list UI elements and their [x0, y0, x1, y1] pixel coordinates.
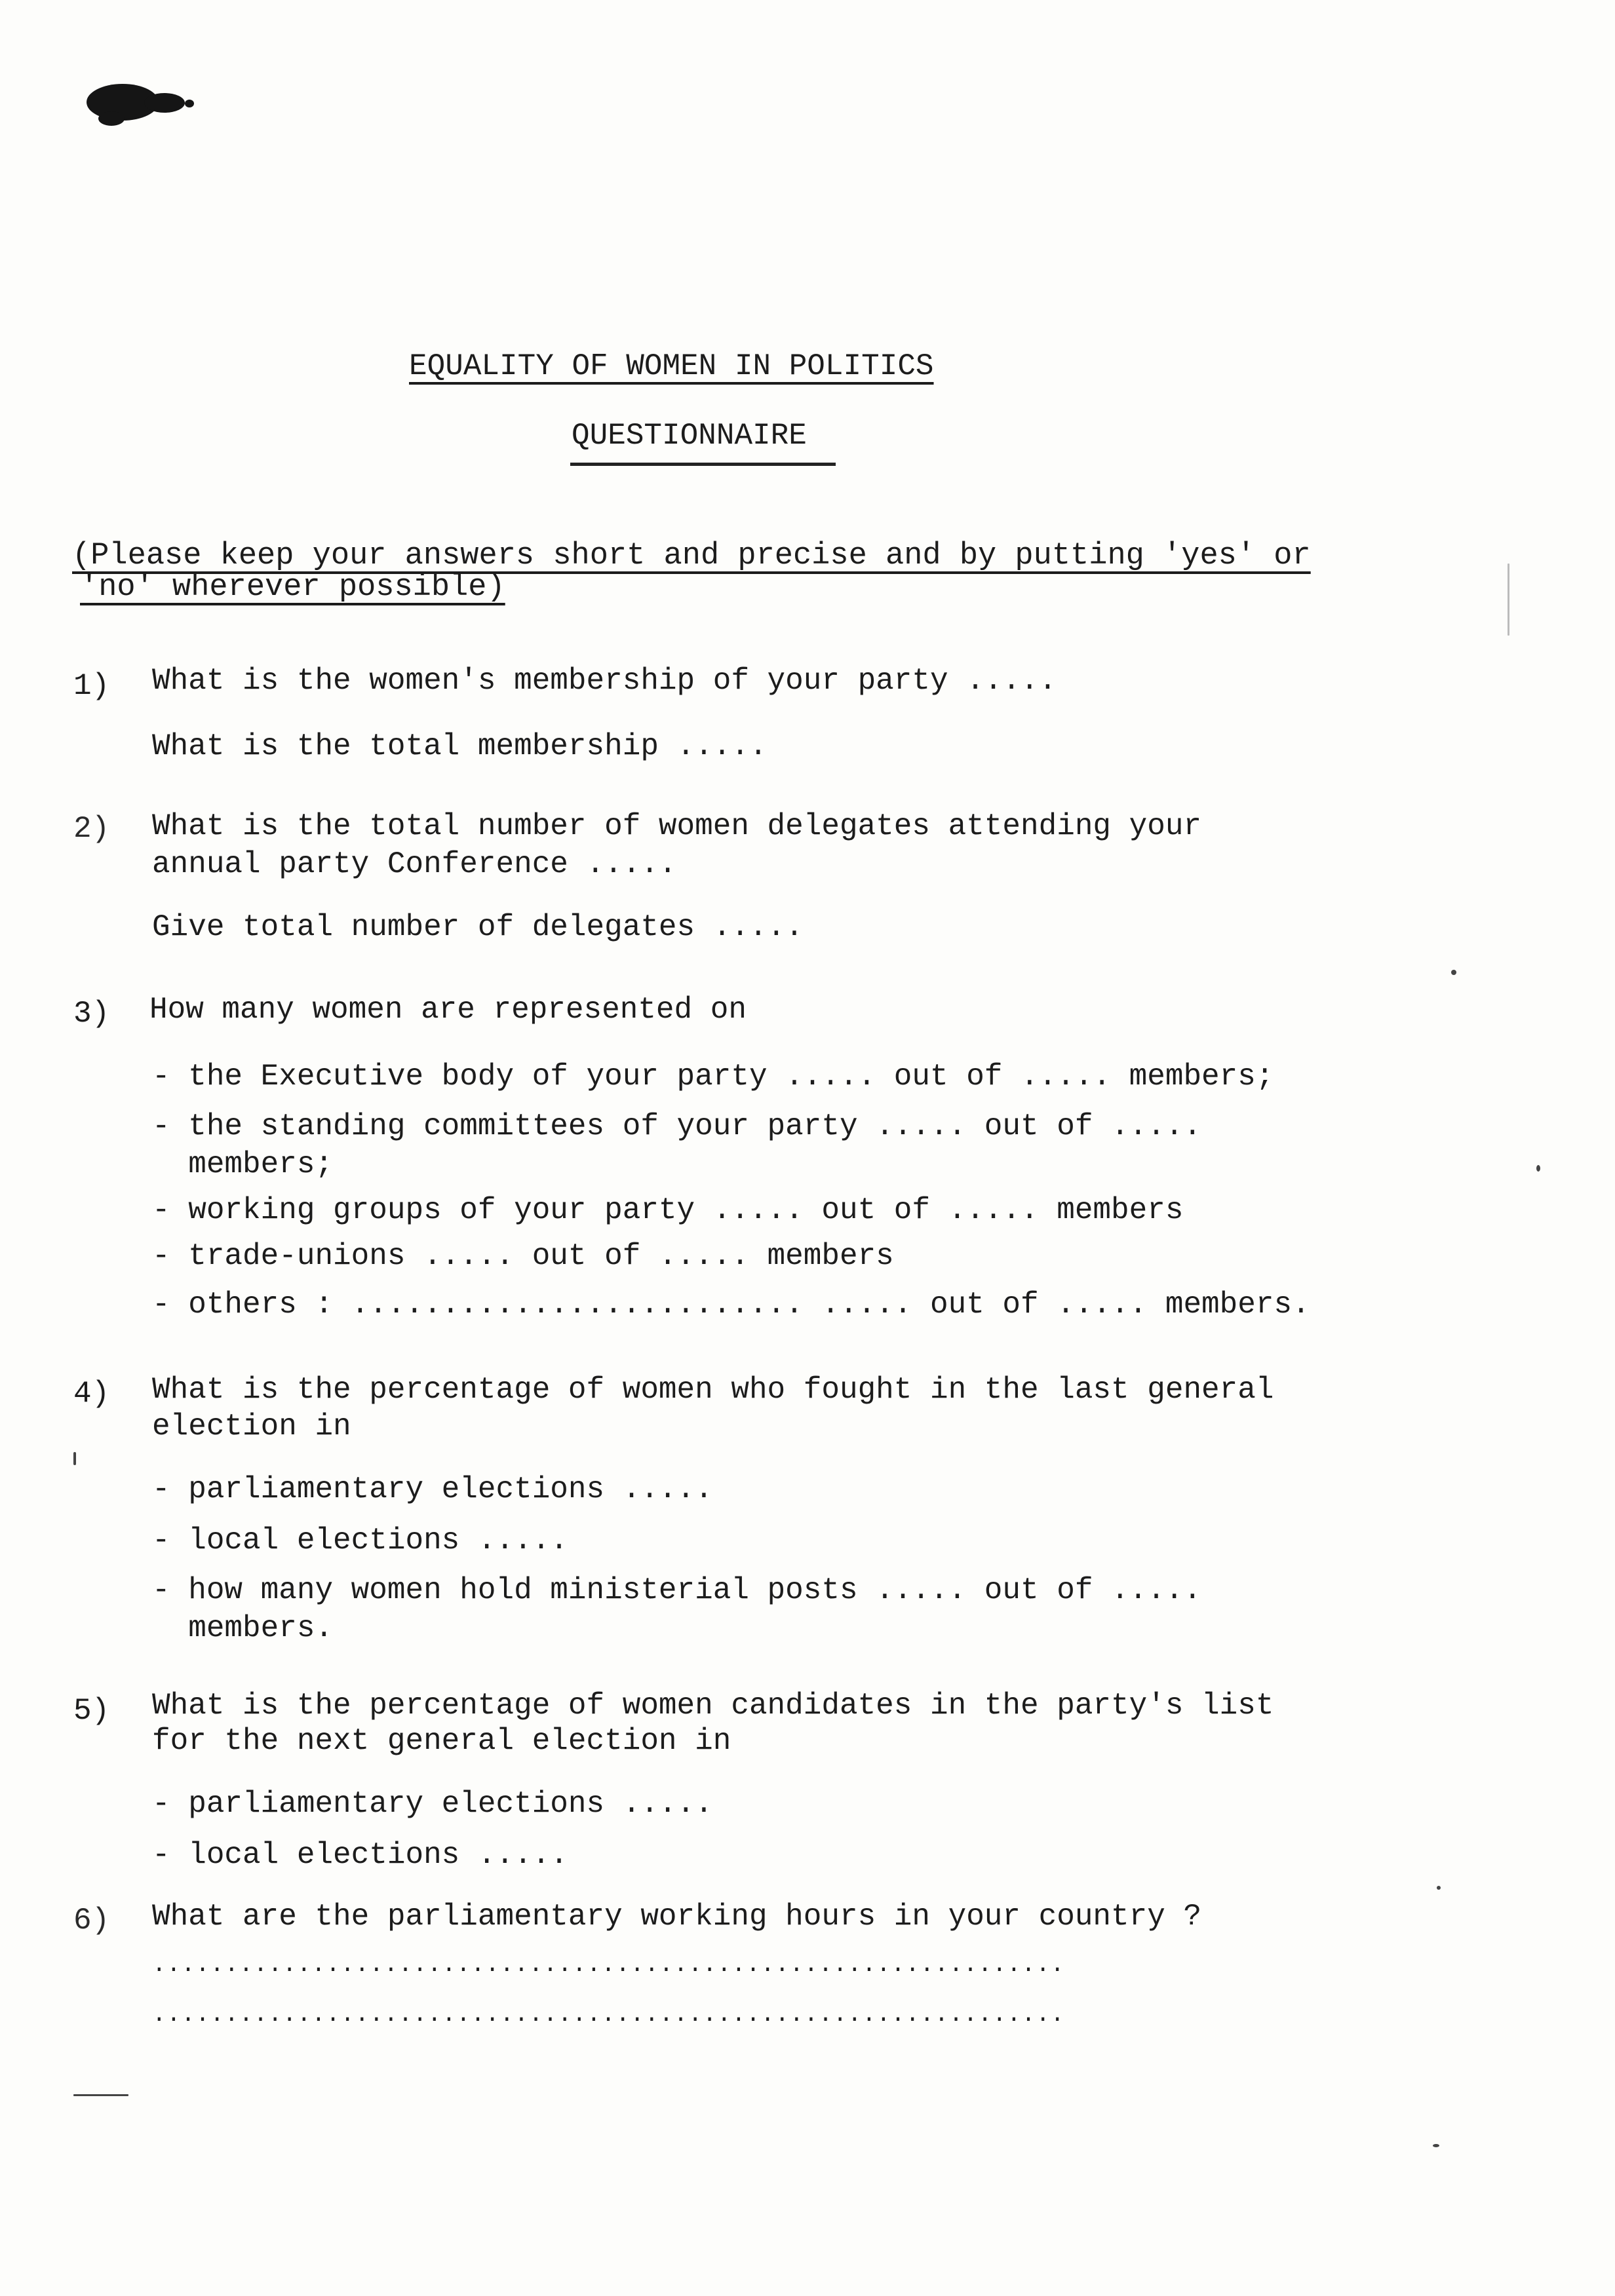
answer-dotted-line: ............................................................... — [152, 2001, 1065, 2028]
answer-dotted-line: ............................................................... — [152, 1951, 1065, 1978]
question-text: What is the total number of women delegates attending your — [152, 809, 1202, 843]
list-item: - how many women hold ministerial posts ..... out of ..... — [152, 1573, 1202, 1607]
page-title: EQUALITY OF WOMEN IN POLITICS — [409, 349, 934, 383]
question-number: 5) — [73, 1694, 110, 1728]
list-item: - trade-unions ..... out of ..... members — [152, 1239, 894, 1273]
page-subtitle: QUESTIONNAIRE — [572, 419, 807, 453]
question-text: How many women are represented on — [149, 993, 747, 1027]
question-text: What are the parliamentary working hours in your country ? — [152, 1900, 1202, 1934]
list-item: - working groups of your party ..... out of ..... members — [152, 1193, 1184, 1227]
question-text: election in — [152, 1409, 351, 1444]
question-text: What is the percentage of women who fought in the last general — [152, 1373, 1274, 1407]
question-text: What is the percentage of women candidates in the party's list — [152, 1689, 1274, 1723]
question-text: What is the total membership ..... — [152, 729, 768, 763]
instructions-line-1: (Please keep your answers short and precise and by putting 'yes' or — [72, 539, 1311, 573]
list-item: - parliamentary elections ..... — [152, 1472, 713, 1506]
question-text: What is the women's membership of your party ..... — [152, 664, 1057, 698]
list-item: members. — [152, 1611, 334, 1645]
list-item: - the standing committees of your party ..... out of ..... — [152, 1109, 1202, 1143]
question-number: 2) — [73, 812, 110, 846]
list-item: - the Executive body of your party ..... out of ..... members; — [152, 1060, 1274, 1094]
list-item: - parliamentary elections ..... — [152, 1787, 713, 1821]
question-text: annual party Conference ..... — [152, 847, 677, 881]
list-item: members; — [152, 1147, 334, 1181]
question-number: 3) — [73, 997, 110, 1031]
question-number: 1) — [73, 669, 110, 703]
question-text: for the next general election in — [152, 1724, 731, 1758]
list-item: - others : ......................... ..... out of ..... members. — [152, 1288, 1310, 1322]
subtitle-underline — [570, 463, 836, 466]
list-item: - local elections ..... — [152, 1523, 568, 1558]
question-number: 6) — [73, 1904, 110, 1938]
question-text: Give total number of delegates ..... — [152, 910, 804, 944]
list-item: - local elections ..... — [152, 1838, 568, 1872]
instructions-line-2: 'no' wherever possible) — [80, 570, 505, 605]
question-number: 4) — [73, 1377, 110, 1411]
